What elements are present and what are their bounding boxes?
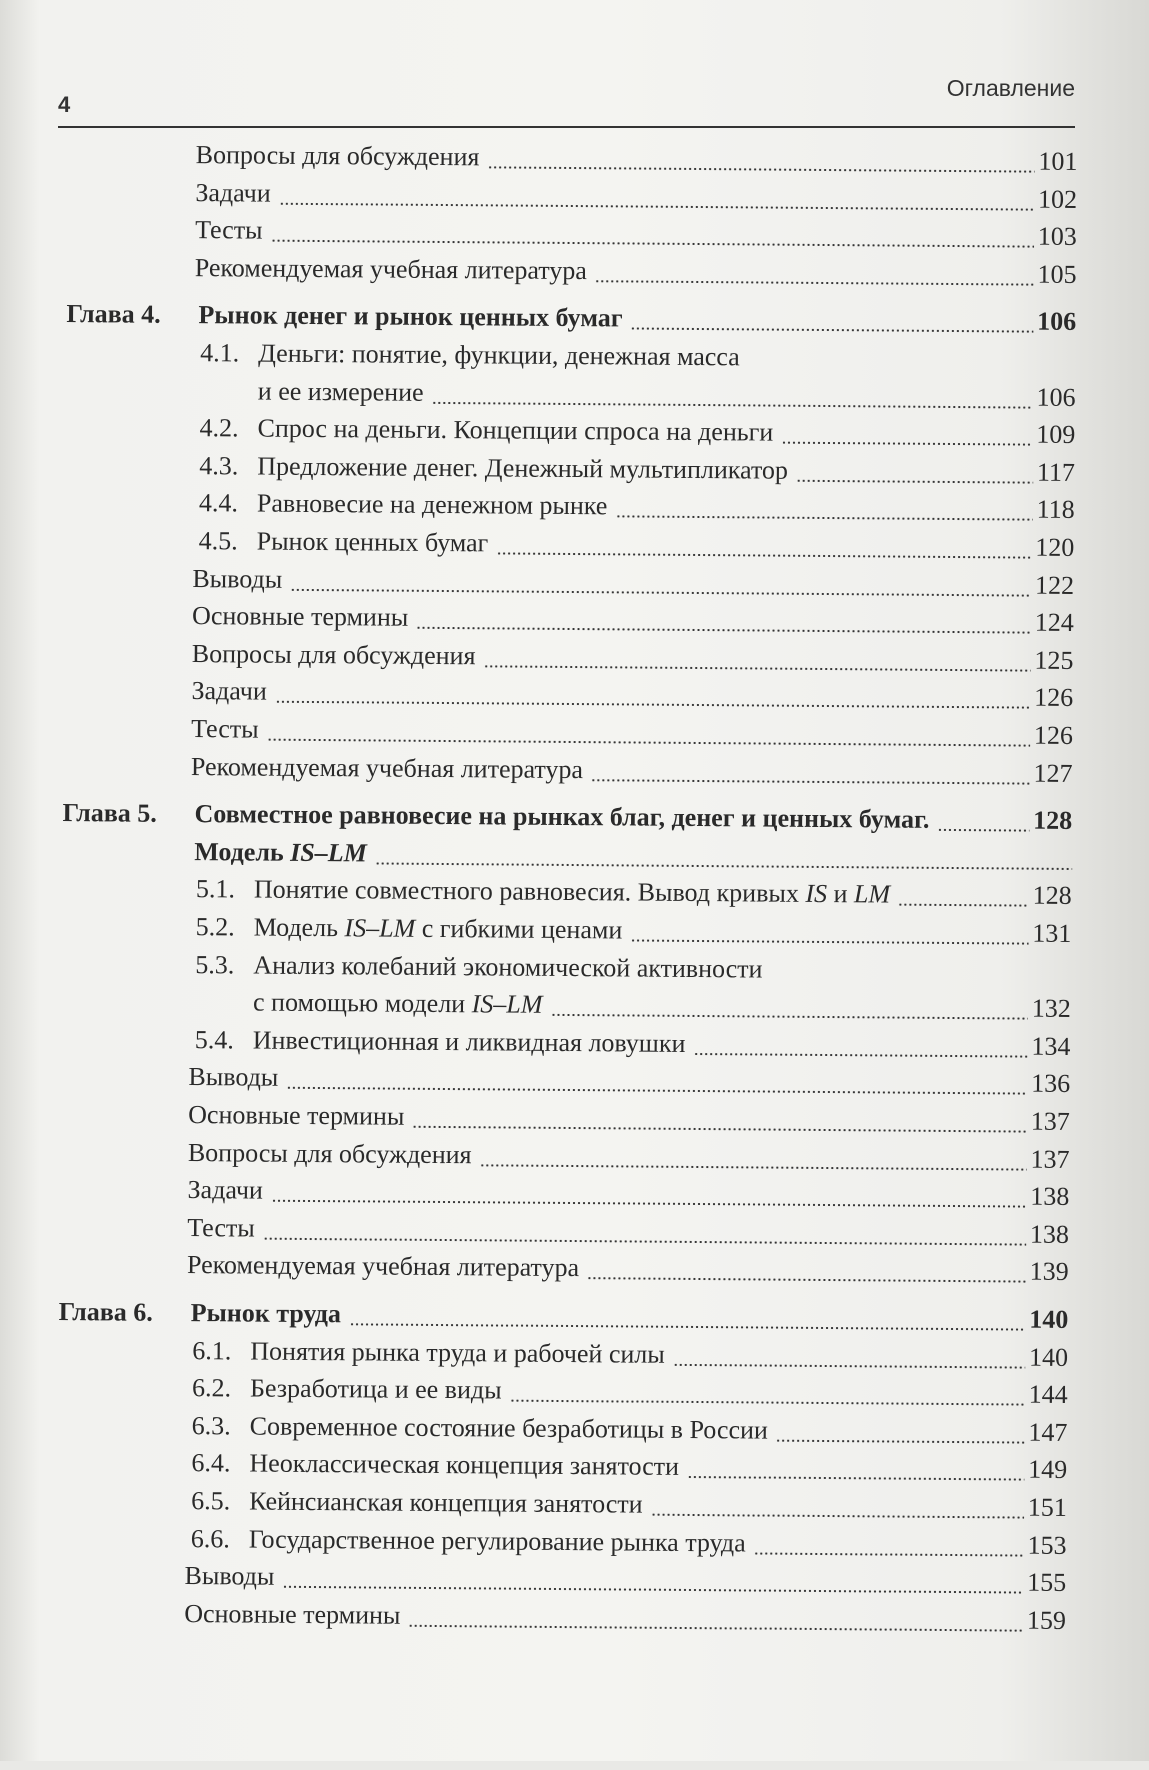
section-number: 5.2. — [195, 912, 235, 942]
page-number: 4 — [58, 92, 71, 117]
page-ref: 132 — [1031, 993, 1071, 1024]
section-number: 4.3. — [199, 450, 239, 481]
entry-title: Выводы — [184, 1561, 275, 1591]
entry-title: Понятие совместного равновесия. Вывод кривых IS и LM — [253, 874, 891, 909]
page-ref: 105 — [1037, 259, 1077, 289]
page-ref: 140 — [1028, 1342, 1069, 1372]
entry-title: Деньги: понятие, функции, денежная масса — [258, 338, 740, 372]
section-number: 6.2. — [191, 1373, 232, 1403]
dot-leader — [673, 1363, 1025, 1368]
chapter-title: Совместное равновесие на рынках благ, денег и ценных бумаг. — [194, 799, 930, 835]
section-number: 4.1. — [200, 338, 240, 368]
dot-leader — [413, 1126, 1027, 1133]
page-ref: 139 — [1029, 1257, 1069, 1287]
entry-title: Безработица и ее виды — [249, 1373, 502, 1405]
dot-leader — [591, 779, 1029, 784]
dot-leader — [275, 701, 1030, 709]
dot-leader — [776, 1439, 1024, 1443]
entry-title: Тесты — [187, 1212, 255, 1243]
page-ref: 144 — [1028, 1379, 1068, 1410]
chapter-label: Глава 6. — [58, 1297, 154, 1327]
dot-leader — [488, 166, 1035, 172]
dot-leader — [409, 1625, 1023, 1632]
dot-leader — [267, 739, 1030, 747]
entry-title: Вопросы для обсуждения — [195, 140, 480, 172]
entry-title: Государственное регулирование рынка труда — [248, 1524, 746, 1558]
page-ref: 138 — [1030, 1181, 1070, 1212]
toc-entry-row — [0, 1246, 1140, 1291]
page-ref: 117 — [1036, 457, 1076, 487]
page-ref: 126 — [1034, 683, 1074, 713]
dot-leader — [496, 552, 1031, 558]
page-ref: 106 — [1036, 382, 1076, 412]
page-ref: 140 — [1029, 1304, 1069, 1334]
section-number: 4.4. — [198, 488, 239, 518]
entry-title: Модель IS–LM с гибкими ценами — [253, 912, 623, 945]
entry-title: Вопросы для обсуждения — [187, 1137, 472, 1169]
page-ref: 138 — [1029, 1219, 1070, 1249]
page-ref: 102 — [1038, 184, 1078, 214]
page-ref: 159 — [1026, 1605, 1067, 1635]
page-ref: 128 — [1033, 805, 1073, 836]
dot-leader — [349, 1323, 1025, 1330]
dot-leader — [938, 829, 1030, 832]
dot-leader — [271, 240, 1034, 248]
entry-title: Понятия рынка труда и рабочей силы — [250, 1336, 665, 1369]
toc-entry-row — [0, 1594, 1137, 1639]
dot-leader — [595, 280, 1033, 285]
entry-title: с помощью модели IS–LM — [252, 987, 543, 1020]
page-ref: 120 — [1035, 532, 1075, 562]
dot-leader — [551, 1014, 1028, 1020]
page-ref: 136 — [1031, 1069, 1071, 1099]
entry-title: Тесты — [191, 714, 259, 744]
dot-leader — [694, 1053, 1028, 1058]
entry-title: Анализ колебаний экономической активности — [253, 950, 763, 984]
page-ref: 118 — [1036, 495, 1075, 525]
page-ref: 137 — [1030, 1106, 1070, 1136]
entry-title: Задачи — [195, 177, 271, 208]
entry-title: Рекомендуемая учебная литература — [194, 252, 588, 285]
page-ref: 149 — [1028, 1455, 1068, 1485]
dot-leader — [375, 862, 1072, 869]
entry-title: Кейнсианская концепция занятости — [249, 1486, 643, 1519]
dot-leader — [283, 1586, 1024, 1594]
entry-title: Задачи — [191, 676, 267, 707]
section-number: 5.4. — [194, 1024, 234, 1055]
entry-title: Спрос на деньги. Концепции спроса на деньги — [257, 413, 774, 447]
entry-title: Тесты — [195, 215, 263, 245]
dot-leader — [587, 1278, 1025, 1283]
dot-leader — [287, 1087, 1028, 1095]
section-number: 6.3. — [191, 1410, 231, 1441]
chapter-title: Рынок труда — [190, 1298, 342, 1329]
page-ref: 128 — [1032, 881, 1072, 911]
dot-leader — [480, 1164, 1027, 1170]
page-ref: 124 — [1034, 607, 1074, 638]
page-ref: 109 — [1036, 419, 1076, 450]
section-title: Оглавление — [946, 75, 1075, 101]
chapter-label: Глава 5. — [62, 798, 157, 828]
section-number: 6.5. — [191, 1486, 231, 1516]
entry-title: Современное состояние безработицы в России — [249, 1411, 769, 1445]
dot-leader — [279, 202, 1034, 210]
dot-leader — [630, 940, 1028, 945]
section-number: 6.1. — [192, 1335, 232, 1365]
dot-leader — [781, 442, 1032, 446]
entry-title: Основные термины — [184, 1598, 401, 1630]
section-number: 6.4. — [191, 1448, 231, 1478]
dot-leader — [754, 1552, 1024, 1556]
dot-leader — [687, 1476, 1024, 1481]
entry-title: Задачи — [187, 1175, 264, 1205]
section-number: 5.1. — [195, 874, 236, 904]
entry-title: Выводы — [192, 563, 283, 594]
entry-title: Рекомендуемая учебная литература — [190, 751, 584, 784]
toc-entry-row — [0, 248, 1148, 293]
entry-title: Рекомендуемая учебная литература — [186, 1250, 580, 1283]
page-ref: 101 — [1038, 146, 1078, 176]
page-ref: 126 — [1033, 720, 1074, 750]
dot-leader — [484, 665, 1031, 671]
dot-leader — [631, 328, 1033, 333]
page-ref: 147 — [1028, 1417, 1068, 1447]
section-number: 4.5. — [198, 526, 238, 556]
entry-title: Основные термины — [191, 601, 409, 632]
entry-title: Инвестиционная и ликвидная ловушки — [252, 1025, 686, 1058]
entry-title: Основные термины — [188, 1100, 405, 1131]
section-number: 4.2. — [199, 413, 239, 443]
dot-leader — [651, 1514, 1024, 1519]
dot-leader — [271, 1200, 1026, 1208]
entry-title: Вопросы для обсуждения — [191, 638, 476, 671]
entry-title: Неоклассическая концепция занятости — [249, 1448, 680, 1482]
entry-title: и ее измерение — [257, 376, 424, 407]
dot-leader — [432, 402, 1033, 409]
chapter-title: Модель IS–LM — [194, 836, 367, 868]
page-ref: 103 — [1037, 221, 1077, 252]
dot-leader — [616, 516, 1033, 521]
page-ref: 131 — [1032, 918, 1072, 948]
dot-leader — [416, 627, 1030, 634]
page-ref: 106 — [1037, 307, 1077, 337]
dot-leader — [510, 1400, 1025, 1406]
page-ref: 153 — [1027, 1530, 1067, 1560]
page-ref: 137 — [1030, 1144, 1070, 1174]
page-ref: 127 — [1033, 758, 1073, 788]
page-ref: 122 — [1034, 570, 1075, 600]
page-ref: 125 — [1034, 645, 1074, 675]
entry-title: Предложение денег. Денежный мультипликатор — [257, 451, 789, 485]
entry-title: Равновесие на денежном рынке — [256, 488, 608, 521]
toc-entry-row — [0, 747, 1144, 792]
dot-leader — [898, 904, 1028, 907]
dot-leader — [263, 1237, 1026, 1245]
page-ref: 155 — [1027, 1567, 1067, 1598]
page-ref: 151 — [1027, 1492, 1067, 1522]
entry-title: Рынок ценных бумаг — [256, 526, 489, 558]
section-number: 5.3. — [195, 949, 235, 979]
dot-leader — [290, 588, 1031, 596]
entry-title: Выводы — [188, 1062, 279, 1093]
section-number: 6.6. — [190, 1523, 230, 1553]
page-ref: 134 — [1031, 1031, 1071, 1061]
chapter-title: Рынок денег и рынок ценных бумаг — [198, 300, 623, 333]
chapter-label: Глава 4. — [66, 299, 161, 330]
dot-leader — [796, 480, 1033, 484]
